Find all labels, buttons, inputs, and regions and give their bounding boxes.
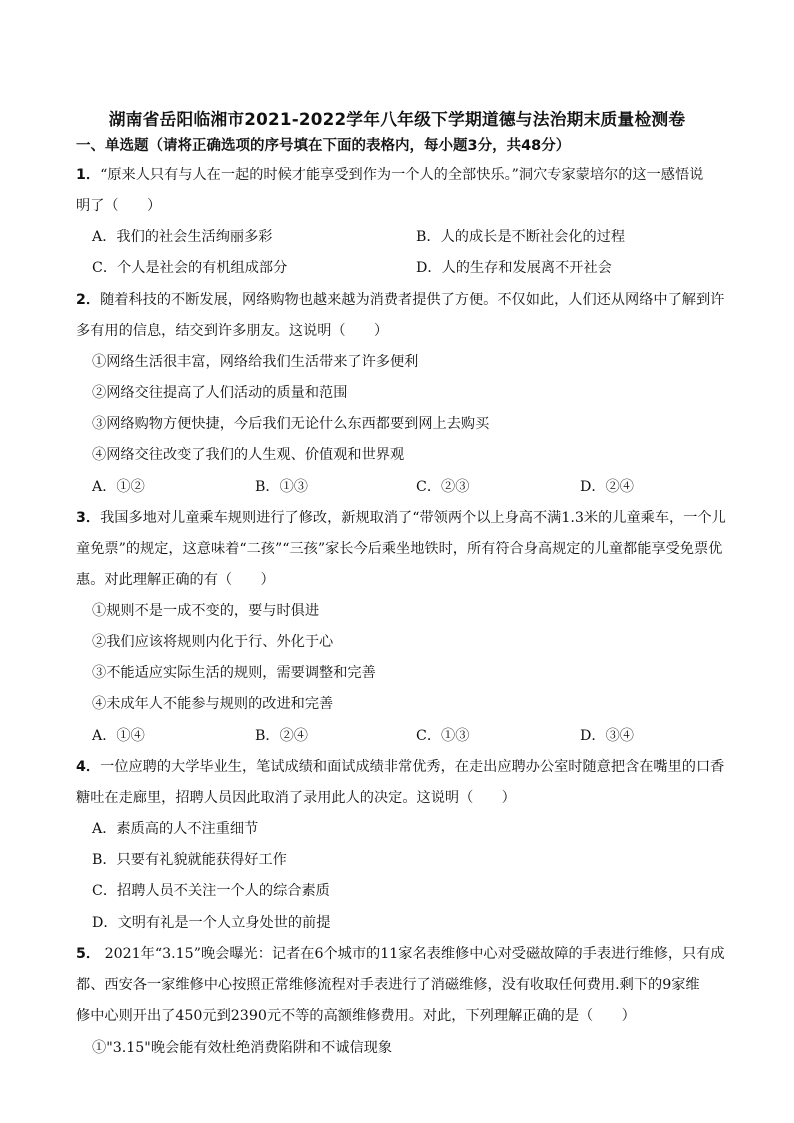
question-4-option-b: B．只要有礼貌就能获得好工作 xyxy=(92,852,287,868)
question-1-option-d: D．人的生存和发展离不开社会 xyxy=(416,260,612,276)
question-3-stem-line-1 xyxy=(76,509,726,527)
question-3-option-b: B．②④ xyxy=(255,728,308,744)
question-3-stem-line-2: 童免票”的规定，这意味着“二孩”“三孩”家长今后乘坐地铁时，所有符合身高规定的儿童都能享受免票优 xyxy=(76,541,723,557)
question-4-stem-text: 一位应聘的大学毕业生，笔试成绩和面试成绩非常优秀，在走出应聘办公室时随意把含在嘴里的口香 xyxy=(100,759,725,775)
question-3-option-a: A．①④ xyxy=(92,728,145,744)
question-2-stem-line-1 xyxy=(76,291,724,309)
question-2-option-d: D．②④ xyxy=(580,479,634,495)
question-4-stem-line-2: 糖吐在走廊里，招聘人员因此取消了录用此人的决定。这说明（ ） xyxy=(76,790,516,806)
question-1-option-c: C．个人是社会的有机组成部分 xyxy=(92,260,288,276)
question-2-stem-text: 随着科技的不断发展，网络购物也越来越为消费者提供了方便。不仅如此，人们还从网络中了解到许 xyxy=(100,292,725,308)
question-3-stem-text: 我国多地对儿童乘车规则进行了修改，新规取消了“带领两个以上身高不满1.3米的儿童乘车，一个儿 xyxy=(100,510,726,526)
question-2-option-b: B．①③ xyxy=(255,479,308,495)
question-2-number: 2． xyxy=(76,292,101,308)
question-3-stem-line-3: 惠。对此理解正确的有（ ） xyxy=(76,572,275,588)
question-3-number: 3． xyxy=(76,510,101,526)
question-1-stem-line-2: 明了（ ） xyxy=(76,198,162,214)
question-2-stem-line-2: 多有用的信息，结交到许多朋友。这说明（ ） xyxy=(76,323,389,339)
question-3-statement-3: ③不能适应实际生活的规则，需要调整和完善 xyxy=(92,665,376,681)
question-3-statement-1: ①规则不是一成不变的，要与时俱进 xyxy=(92,603,320,619)
question-4-option-a: A．素质高的人不注重细节 xyxy=(92,821,259,837)
question-2-statement-4: ④网络交往改变了我们的人生观、价值观和世界观 xyxy=(92,447,405,463)
question-1-option-a: A．我们的社会生活绚丽多彩 xyxy=(92,229,273,245)
question-2-statement-2: ②网络交往提高了人们活动的质量和范围 xyxy=(92,385,348,401)
question-3-statement-2: ②我们应该将规则内化于行、外化于心 xyxy=(92,634,334,650)
question-4-option-c: C．招聘人员不关注一个人的综合素质 xyxy=(92,883,330,899)
question-2-option-c: C．②③ xyxy=(416,479,470,495)
question-5-stem-text: 2021年“3.15”晚会曝光：记者在6个城市的11家名表维修中心对受磁故障的手表进行维修，只有成 xyxy=(100,946,725,962)
section-heading: 一、单选题（请将正确选项的序号填在下面的表格内，每小题3分，共48分） xyxy=(76,138,571,154)
question-1-option-b: B．人的成长是不断社会化的过程 xyxy=(416,229,626,245)
question-3-statement-4: ④未成年人不能参与规则的改进和完善 xyxy=(92,696,334,712)
question-3-option-c: C．①③ xyxy=(416,728,470,744)
question-1-stem-line-1 xyxy=(76,166,703,184)
question-5-stem-line-3: 修中心则开出了450元到2390元不等的高额维修费用。对此，下列理解正确的是（ ） xyxy=(76,1008,636,1024)
question-4-stem-line-1 xyxy=(76,758,724,776)
page-title: 湖南省岳阳临湘市2021-2022学年八年级下学期道德与法治期末质量检测卷 xyxy=(108,109,686,129)
question-1-stem-text: “原来人只有与人在一起的时候才能享受到作为一个人的全部快乐。”洞穴专家蒙培尔的这一感悟说 xyxy=(100,167,704,183)
question-2-statement-3: ③网络购物方便快捷，今后我们无论什么东西都要到网上去购买 xyxy=(92,416,490,432)
question-1-number: 1． xyxy=(76,167,101,183)
question-2-option-a: A．①② xyxy=(92,479,145,495)
question-5-statement-1: ①"3.15"晚会能有效杜绝消费陷阱和不诚信现象 xyxy=(92,1040,393,1056)
question-5-stem-line-1 xyxy=(76,945,725,963)
question-2-statement-1: ①网络生活很丰富，网络给我们生活带来了许多便利 xyxy=(92,354,419,370)
question-4-number: 4． xyxy=(76,759,101,775)
question-5-stem-line-2: 都、西安各一家维修中心按照正常维修流程对手表进行了消磁维修，没有收取任何费用.剩下的9家维 xyxy=(76,977,700,993)
question-5-number: 5． xyxy=(76,946,101,962)
question-4-option-d: D．文明有礼是一个人立身处世的前提 xyxy=(92,915,331,931)
question-3-option-d: D．③④ xyxy=(580,728,634,744)
